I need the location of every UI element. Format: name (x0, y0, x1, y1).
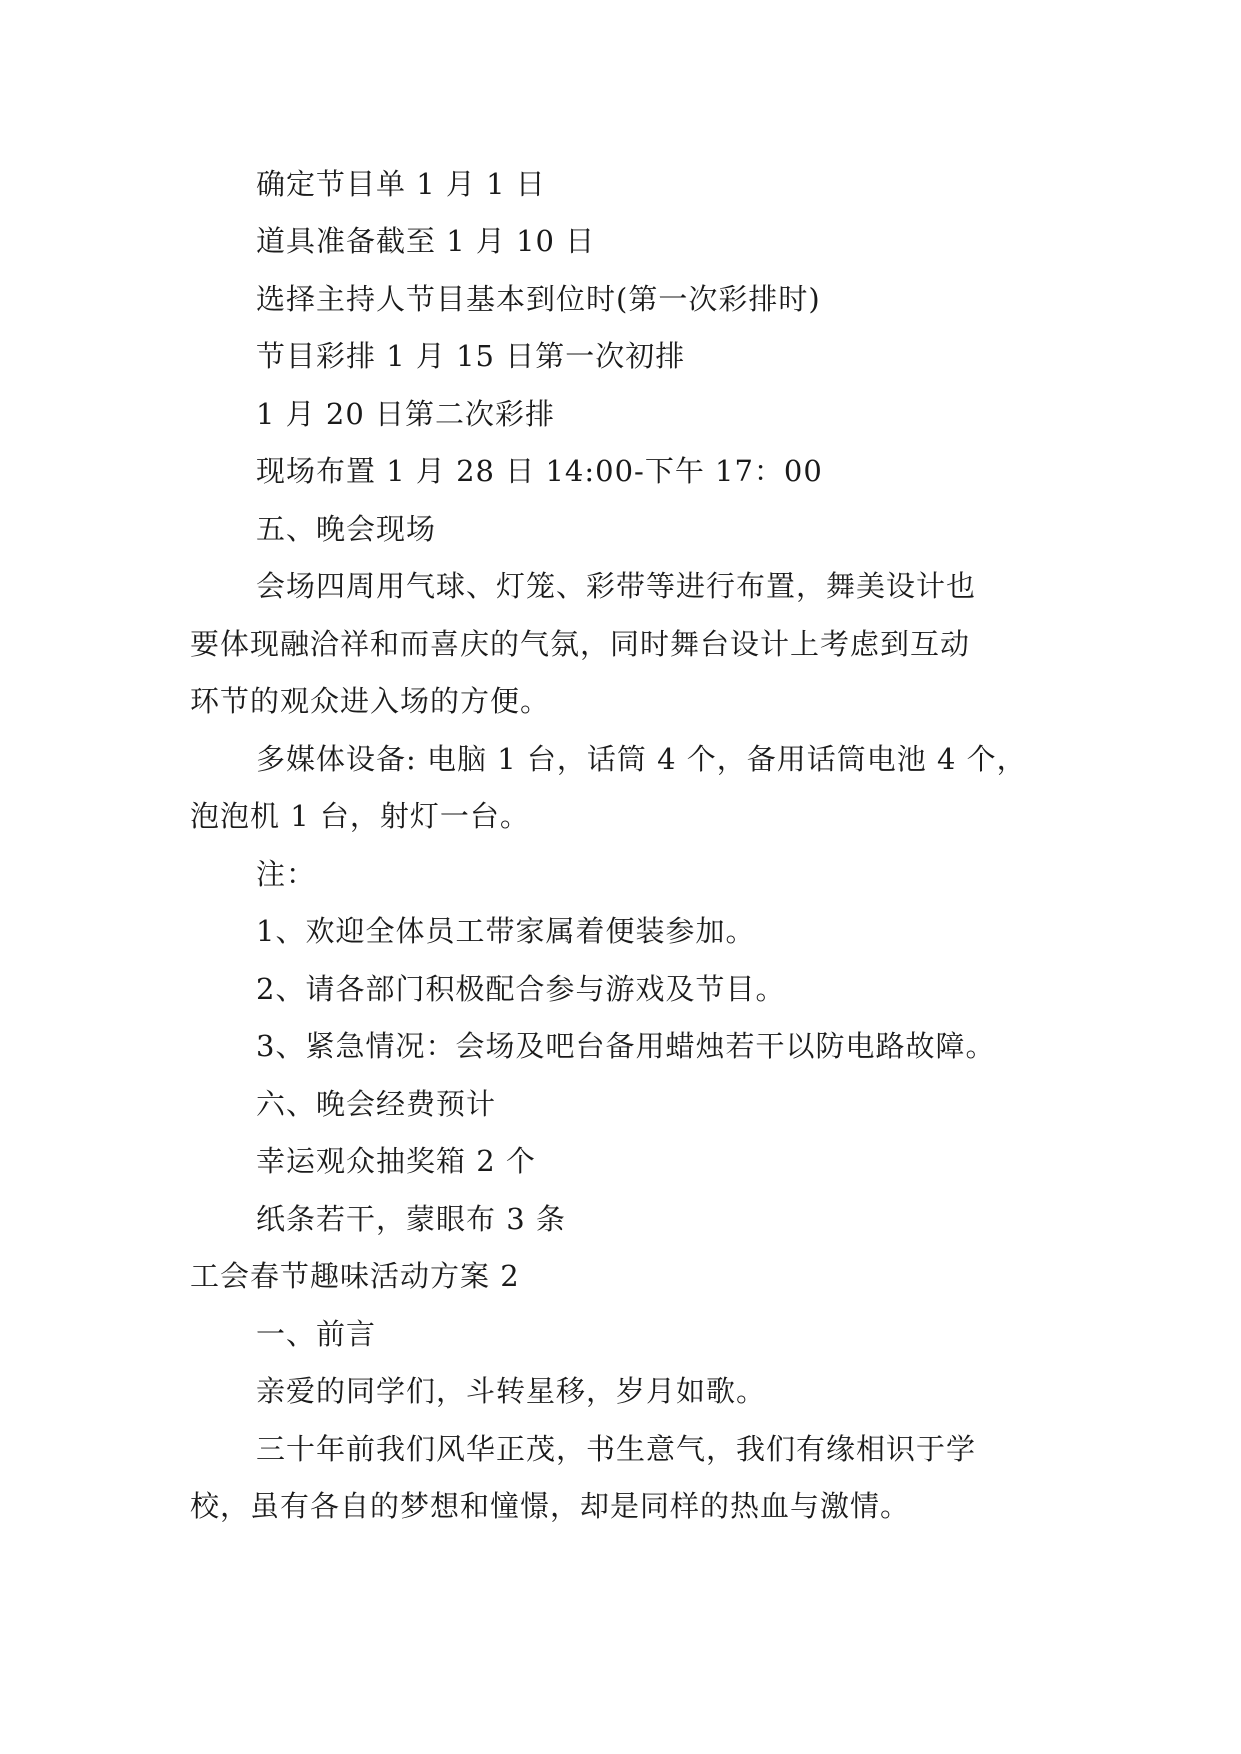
text-line: 多媒体设备: 电脑 1 台，话筒 4 个，备用话筒电池 4 个， (256, 742, 1027, 776)
section-heading: 一、前言 (256, 1317, 377, 1351)
note-label: 注： (256, 857, 317, 891)
text-line: 幸运观众抽奖箱 2 个 (256, 1144, 536, 1178)
text-line: 确定节目单 1 月 1 日 (256, 167, 546, 201)
text-line: 纸条若干，蒙眼布 3 条 (256, 1202, 566, 1236)
section-heading: 六、晚会经费预计 (256, 1087, 497, 1121)
note-item: 1、欢迎全体员工带家属着便装参加。 (256, 914, 756, 948)
note-item: 2、请各部门积极配合参与游戏及节目。 (256, 972, 786, 1006)
text-line: 节目彩排 1 月 15 日第一次初排 (256, 339, 686, 373)
text-line: 道具准备截至 1 月 10 日 (256, 224, 596, 258)
text-line: 三十年前我们风华正茂，书生意气，我们有缘相识于学 (256, 1432, 977, 1466)
section-heading: 五、晚会现场 (256, 512, 437, 546)
document-title: 工会春节趣味活动方案 2 (190, 1259, 520, 1293)
text-line: 要体现融洽祥和而喜庆的气氛，同时舞台设计上考虑到互动 (190, 627, 971, 661)
text-line: 校，虽有各自的梦想和憧憬，却是同样的热血与激情。 (190, 1489, 911, 1523)
text-line: 会场四周用气球、灯笼、彩带等进行布置，舞美设计也 (256, 569, 977, 603)
text-line: 泡泡机 1 台，射灯一台。 (190, 799, 530, 833)
text-line: 1 月 20 日第二次彩排 (256, 397, 556, 431)
text-line: 现场布置 1 月 28 日 14:00-下午 17：00 (256, 454, 823, 488)
text-line: 亲爱的同学们，斗转星移，岁月如歌。 (256, 1374, 767, 1408)
text-line: 环节的观众进入场的方便。 (190, 684, 551, 718)
note-item: 3、紧急情况：会场及吧台备用蜡烛若干以防电路故障。 (256, 1029, 996, 1063)
text-line: 选择主持人节目基本到位时(第一次彩排时) (256, 282, 821, 316)
